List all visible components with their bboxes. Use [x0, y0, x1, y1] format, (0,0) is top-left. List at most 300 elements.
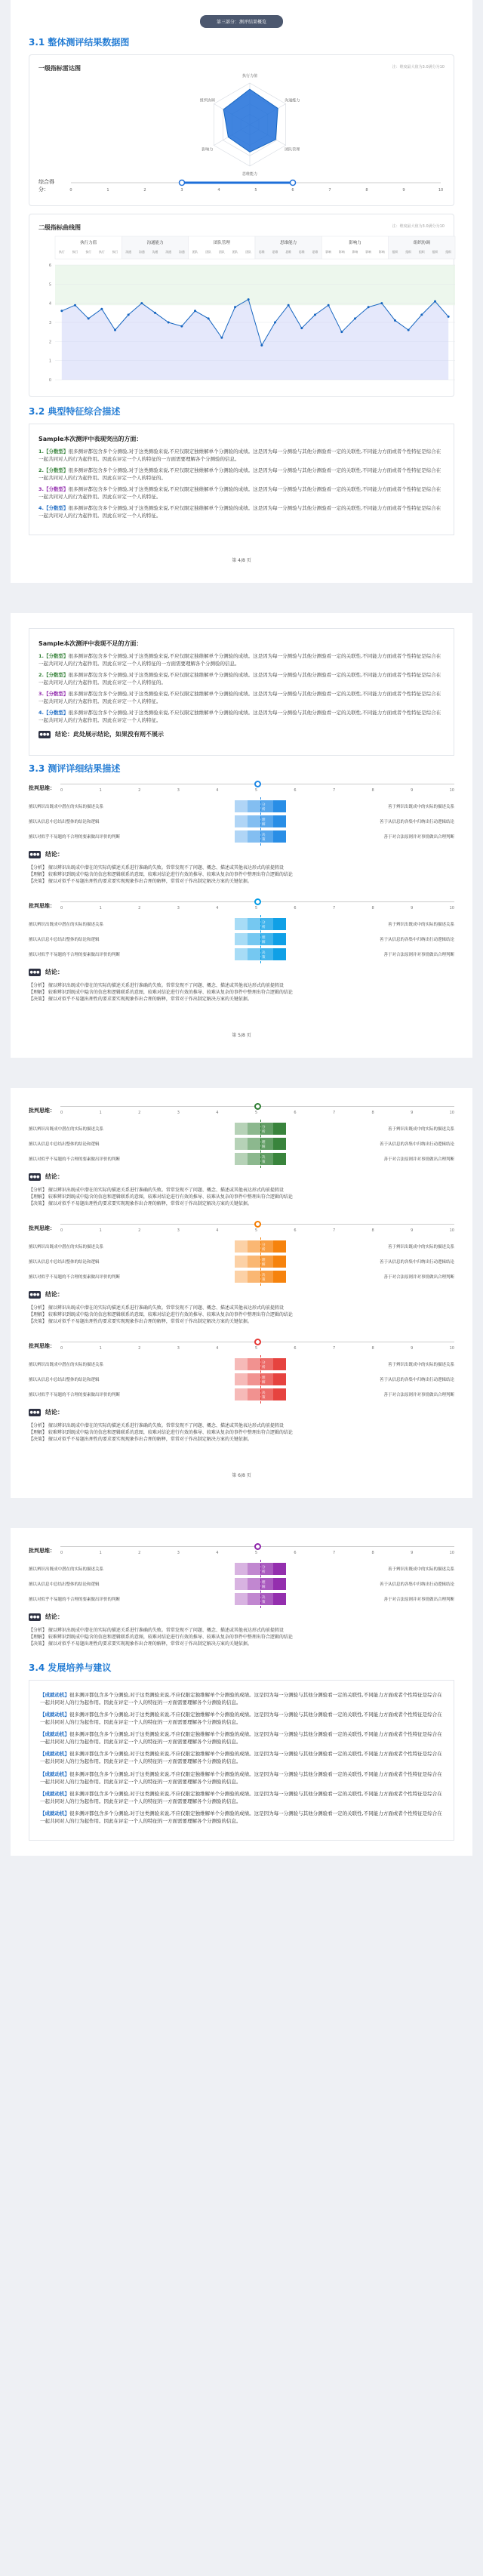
scale-tick: 10 [449, 906, 454, 911]
bipolar-row [29, 799, 454, 814]
score-tick: 7 [328, 188, 331, 193]
bar-segment [273, 1373, 286, 1385]
y-tick: 2 [48, 340, 51, 345]
bipolar-row [29, 1121, 454, 1136]
bar-segment [273, 1563, 286, 1575]
line-point [88, 317, 90, 319]
right-desc: 善于从信息的各集中归纳出行动逻辑结论 [379, 1378, 454, 1382]
line-point [380, 302, 383, 304]
line-point [260, 344, 263, 347]
scale-tick: 9 [411, 1228, 414, 1233]
explain-line: 【分析】 擅以辨识出既成中潜在的实际的描述关系进行准确的失败。常常发现不了问题、概念、描述或其他表达形式的前提假设 [29, 1305, 284, 1311]
explain-line: 【决策】 擅以对似乎不易题出理性的要求要实现现象作出合理的解释，常常对于作出制定解决方案的关键依据。 [29, 879, 252, 884]
bipolar-block [29, 781, 454, 885]
bipolar-row [29, 1372, 454, 1387]
bar-segment [273, 1123, 286, 1135]
left-desc: 擅以辨识出既成中潜在的实际的描述关系 [29, 1127, 104, 1132]
scale-tick: 4 [216, 1346, 219, 1351]
score-tick: 6 [291, 188, 294, 193]
left-desc: 擅以从信息中总结出整体的结论和逻辑 [29, 1260, 100, 1265]
scale-tick: 1 [99, 1346, 102, 1351]
bipolar-rows [29, 1239, 454, 1284]
scale-tick: 6 [294, 1111, 297, 1115]
bar-label: 决策 [262, 834, 266, 842]
feature-item: 1.【分数型】很多测评都包含多个分测验,对于这类测验来说,不应仅限定独维解单个分测验的成绩。这是因为每一分测验与其他分测验看一定的关联性,不同能力方面或者个性特征是综合在一起共同对人的行为起作用。因此在评定一个人的特征的一方面需要理解各个分测验的信息。 [38, 652, 441, 667]
scale-tick: 3 [177, 906, 180, 911]
sub-label: 组织 [445, 250, 451, 254]
line-group-header [255, 236, 321, 259]
scale-tick: 0 [60, 1228, 63, 1233]
comment-icon: ●●● [29, 1410, 40, 1415]
suggestion-item: 【成就动机】很多测评都包含多个分测验,对于这类测验来说,不应仅限定独维解单个分测验的成绩。这是因为每一分测验与其他分测验看一定的关联性,不同能力方面或者个性特征是综合在一起共同对人的行为起作用。因此在评定一个人的特征的一方面需要理解各个分测验的信息。 [40, 1751, 442, 1765]
scale-tick: 3 [177, 1228, 180, 1233]
summary-conclusion: ●●● 结论：此处展示结论，如果没有则不展示 [39, 731, 164, 738]
left-desc: 擅以对似乎不易题的不合理的要素做出评价的判断 [29, 835, 121, 840]
feature-item: 2.【分数型】很多测评都包含多个分测验,对于这类测验来说,不应仅限定独维解单个分测验的成绩。这是因为每一分测验与其他分测验看一定的关联性,不同能力方面或者个性特征是综合在一起共同对人的行为起作用。因此在评定一个人的特征的。 [38, 671, 441, 686]
bipolar-row [29, 814, 454, 829]
left-desc: 擅以对似乎不易题的不合理的要素做出评价的判断 [29, 953, 121, 957]
scale-tick: 2 [138, 1346, 141, 1351]
bipolar-row [29, 1387, 454, 1402]
scale-tick: 9 [411, 1111, 414, 1115]
radar-label: 团队管理 [285, 147, 300, 153]
bar-segment [235, 918, 248, 930]
bar-label: 分析 [262, 1361, 266, 1370]
scale-tick: 5 [254, 906, 257, 911]
conclusion-text [29, 1422, 454, 1443]
explain-line: 【理解】 较难辨识到既成中隐含的信息和逻辑联系的意图，较难对结论进行有效的推导、较难从复杂的事件中整理出符合逻辑的结论 [29, 1430, 293, 1435]
right-desc: 善于从信息的各集中归纳出行动逻辑结论 [379, 1260, 454, 1265]
scale-tick: 4 [216, 1551, 219, 1555]
score-tick: 2 [143, 188, 146, 193]
scale-tick: 0 [60, 1111, 63, 1115]
explain-line: 【决策】 擅以对似乎不易题出理性的要求要实现现象作出合理的解释，常常对于作出制定解决方案的关键依据。 [29, 997, 252, 1002]
bipolar-scale [60, 1103, 454, 1118]
line-title: 二级指标曲线图 [38, 224, 81, 231]
scale-tick: 6 [294, 1228, 297, 1233]
scale-tick: 7 [332, 1228, 336, 1233]
scale-tick: 9 [411, 906, 414, 911]
sub-label: 组织 [392, 250, 398, 254]
bar-segment [235, 1240, 248, 1253]
sub-label: 执行 [85, 250, 91, 254]
bipolar-row [29, 917, 454, 932]
left-desc: 擅以从信息中总结出整体的结论和逻辑 [29, 1142, 100, 1147]
scale-tick: 7 [332, 1551, 336, 1555]
left-desc: 擅以辨识出既成中潜在的实际的描述关系 [29, 1567, 104, 1572]
conclusion-text [29, 982, 454, 1003]
sub-label: 团队 [219, 250, 225, 254]
bar-segment [235, 1593, 248, 1605]
scale-tick: 4 [216, 906, 219, 911]
explain-line: 【理解】 较难辨识到既成中隐含的信息和逻辑联系的意图，较难对结论进行有效的推导、较难从复杂的事件中整理出符合逻辑的结论 [29, 1635, 293, 1640]
scale-tick: 6 [294, 1551, 297, 1555]
scale-tick: 5 [254, 1111, 257, 1115]
bipolar-label: 批判思维： [29, 1343, 55, 1349]
line-point [234, 306, 236, 308]
page-footer: 第 5/8 页 [232, 1033, 251, 1038]
line-point [114, 329, 116, 331]
sub-label: 团队 [205, 250, 211, 254]
suggestion-item: 【成就动机】很多测评都包含多个分测验,对于这类测验来说,不应仅限定独维解单个分测验的成绩。这是因为每一分测验与其他分测验看一定的关联性,不同能力方面或者个性特征是综合在一起共同对人的行为起作用。因此在评定一个人的特征的一方面需要理解各个分测验的信息。 [40, 1790, 442, 1804]
line-group-header [389, 236, 455, 259]
bipolar-block [29, 1339, 454, 1443]
scale-tick: 6 [294, 1346, 297, 1351]
radar-title: 一级指标雷达图 [38, 65, 81, 72]
left-desc: 擅以辨识出既成中潜在的实际的描述关系 [29, 805, 104, 809]
line-point [154, 312, 156, 314]
bipolar-rows [29, 1121, 454, 1166]
feature-item: 4.【分数型】很多测评都包含多个分测验,对于这类测验来说,不应仅限定独维解单个分测验的成绩。这是因为每一分测验与其他分测验看一定的关联性,不同能力方面或者个性特征是综合在一起共同对人的行为起作用。因此在评定一个人的特征。 [38, 709, 441, 723]
line-point [434, 300, 436, 303]
comment-icon: ●●● [29, 969, 40, 975]
line-point [220, 337, 223, 339]
sub-label: 组织 [419, 250, 425, 254]
feature-item: 3.【分数型】很多测评都包含多个分测验,对于这类测验来说,不应仅限定独维解单个分测验的成绩。这是因为每一分测验与其他分测验看一定的关联性,不同能力方面或者个性特征是综合在一起共同对人的行为起作用。因此在评定一个人的特征。 [38, 690, 441, 704]
scale-tick: 10 [449, 1346, 454, 1351]
line-group-label: 思维能力 [280, 241, 297, 245]
right-desc: 善于辨识出既成中的实际的描述关系 [387, 923, 454, 927]
line-point [288, 304, 290, 307]
scale-tick: 1 [99, 1551, 102, 1555]
score-marker [180, 180, 185, 186]
scale-tick: 3 [177, 1551, 180, 1555]
suggestion-item: 【成就动机】很多测评都包含多个分测验,对于这类测验来说,不应仅限定独维解单个分测验的成绩。这是因为每一分测验与其他分测验看一定的关联性,不同能力方面或者个性特征是综合在一起共同对人的行为起作用。因此在评定一个人的特征的一方面需要理解各个分测验的信息。 [40, 1692, 442, 1706]
bipolar-row [29, 1357, 454, 1372]
sub-label: 执行 [59, 250, 65, 254]
scale-tick: 5 [254, 1346, 257, 1351]
left-desc: 擅以从信息中总结出整体的结论和逻辑 [29, 1378, 100, 1382]
line-point [194, 310, 196, 312]
bar-segment [235, 800, 248, 812]
bar-label: 分析 [262, 1566, 266, 1574]
scale-tick: 4 [216, 788, 219, 793]
sub-label: 思维 [272, 250, 278, 254]
scale-tick: 1 [99, 1111, 102, 1115]
sub-label: 思维 [312, 250, 318, 254]
scale-tick: 3 [177, 1346, 180, 1351]
scale-marker [254, 1221, 261, 1228]
bar-label: 分析 [262, 1126, 266, 1134]
bar-segment [235, 815, 248, 827]
line-point [300, 327, 303, 329]
comment-icon: ●●● [29, 1614, 40, 1619]
y-tick: 4 [48, 301, 51, 307]
comment-icon: ●●● [29, 852, 40, 857]
scale-tick: 5 [254, 1551, 257, 1555]
sub-label: 思维 [259, 250, 265, 254]
bar-segment [235, 1123, 248, 1135]
bar-segment [235, 1256, 248, 1268]
bar-label: 理解 [262, 1376, 266, 1385]
explain-line: 【决策】 擅以对似乎不易题出理性的要求要实现现象作出合理的解释，常常对于作出制定解决方案的关键依据。 [29, 1319, 252, 1324]
radar-label: 思维能力 [242, 172, 258, 177]
bipolar-row [29, 1269, 454, 1284]
comment-icon: ●●● [39, 732, 50, 737]
feature-item: 3.【分数型】很多测评都包含多个分测验,对于这类测验来说,不应仅限定独维解单个分测验的成绩。这是因为每一分测验与其他分测验看一定的关联性,不同能力方面或者个性特征是综合在一起共同对人的行为起作用。因此在评定一个人的特征。 [38, 486, 441, 501]
strong-box [29, 424, 454, 535]
sub-label: 团队 [192, 250, 198, 254]
right-desc: 善于辨识出既成中的实际的描述关系 [387, 1363, 454, 1367]
explain-line: 【决策】 擅以对似乎不易题出理性的要求要实现现象作出合理的解释，常常对于作出制定解决方案的关键依据。 [29, 1201, 252, 1206]
bar-segment [235, 830, 248, 843]
line-point [314, 313, 316, 316]
score-tick: 4 [217, 188, 220, 193]
scale-tick: 4 [216, 1228, 219, 1233]
score-tick: 3 [180, 188, 183, 193]
scale-tick: 10 [449, 788, 454, 793]
scale-tick: 8 [371, 1111, 374, 1115]
scale-marker [254, 1543, 261, 1550]
section-3-1-title: 3.1 整体测评结果数据图 [29, 37, 130, 48]
score-tick: 8 [365, 188, 368, 193]
right-desc: 善于从信息的各集中归纳出行动逻辑结论 [379, 938, 454, 942]
scale-tick: 3 [177, 1111, 180, 1115]
section-3-4-title: 3.4 发展培养与建议 [29, 1662, 112, 1673]
scale-tick: 6 [294, 906, 297, 911]
bipolar-rows [29, 917, 454, 962]
suggestion-item: 【成就动机】很多测评都包含多个分测验,对于这类测验来说,不应仅限定独维解单个分测验的成绩。这是因为每一分测验与其他分测验看一定的关联性,不同能力方面或者个性特征是综合在一起共同对人的行为起作用。因此在评定一个人的特征的一方面需要理解各个分测验的信息。 [40, 1731, 442, 1746]
bar-segment [273, 1578, 286, 1590]
conclusion-text [29, 1305, 454, 1325]
sub-label: 执行 [112, 250, 118, 254]
explain-line: 【决策】 擅以对似乎不易题出理性的要求要实现现象作出合理的解释，常常对于作出制定解决方案的关键依据。 [29, 1437, 252, 1442]
bar-label: 决策 [262, 1274, 266, 1282]
comment-icon: ●●● [29, 1292, 40, 1297]
bipolar-block [29, 1103, 454, 1207]
bar-segment [273, 815, 286, 827]
conclusion-text [29, 1627, 454, 1647]
bipolar-row [29, 932, 454, 947]
scale-marker [254, 1103, 261, 1110]
score-marker [291, 180, 296, 186]
bar-segment [235, 1271, 248, 1283]
sub-label: 执行 [99, 250, 105, 254]
scale-tick: 2 [138, 906, 141, 911]
sub-label: 思维 [299, 250, 305, 254]
scale-tick: 10 [449, 1111, 454, 1115]
page-footer: 第 4/8 页 [232, 557, 251, 563]
weak-title: Sample本次测评中表现不足的方面： [38, 639, 143, 647]
bar-segment [273, 830, 286, 843]
bar-label: 分析 [262, 1243, 266, 1252]
scale-tick: 9 [411, 1346, 414, 1351]
sub-label: 沟通 [165, 250, 171, 254]
sub-label: 影响 [352, 250, 358, 254]
left-desc: 擅以从信息中总结出整体的结论和逻辑 [29, 820, 100, 824]
right-desc: 善于对合法原则并对事情做出合理判断 [383, 1275, 454, 1280]
conclusion-heading: ●●● 结论： [29, 851, 63, 858]
line-point [328, 304, 330, 307]
radar-chart [38, 74, 461, 177]
y-tick: 0 [48, 378, 51, 383]
line-point [208, 317, 210, 319]
bar-segment [235, 1388, 248, 1400]
scale-tick: 8 [371, 788, 374, 793]
line-point [100, 308, 103, 310]
section-3-2-title: 3.2 典型特征综合描述 [29, 406, 121, 417]
sub-label: 影响 [325, 250, 331, 254]
line-point [140, 302, 143, 304]
scale-tick: 2 [138, 1111, 141, 1115]
y-tick: 5 [48, 282, 51, 288]
conclusion-text [29, 864, 454, 885]
radar-note: 注：维度最大值为3.0满分为10 [392, 65, 445, 69]
bipolar-rows [29, 1357, 454, 1402]
bar-segment [273, 1256, 286, 1268]
left-desc: 擅以从信息中总结出整体的结论和逻辑 [29, 938, 100, 942]
line-point [420, 313, 423, 316]
sub-label: 执行 [72, 250, 78, 254]
line-group-header [189, 236, 255, 259]
line-group-label: 组织协调 [413, 241, 430, 245]
scale-marker [254, 898, 261, 905]
scale-tick: 3 [177, 788, 180, 793]
bar-label: 决策 [262, 951, 266, 960]
line-point [368, 306, 370, 308]
bipolar-block [29, 1221, 454, 1325]
right-desc: 善于辨识出既成中的实际的描述关系 [387, 805, 454, 809]
y-tick: 3 [48, 321, 51, 325]
score-track [67, 179, 445, 193]
suggestion-item: 【成就动机】很多测评都包含多个分测验,对于这类测验来说,不应仅限定独维解单个分测验的成绩。这是因为每一分测验与其他分测验看一定的关联性,不同能力方面或者个性特征是综合在一起共同对人的行为起作用。因此在评定一个人的特征的一方面需要理解各个分测验的信息。 [40, 1770, 442, 1785]
bipolar-block [29, 1543, 454, 1647]
right-desc: 善于对合法原则并对事情做出合理判断 [383, 1598, 454, 1602]
bipolar-row [29, 1592, 454, 1607]
bar-segment [235, 1153, 248, 1165]
sub-label: 团队 [245, 250, 251, 254]
bar-label: 理解 [262, 936, 266, 944]
comment-icon: ●●● [29, 1174, 40, 1179]
scale-tick: 2 [138, 1551, 141, 1555]
bipolar-label: 批判思维： [29, 1548, 55, 1554]
score-tick: 0 [69, 188, 72, 193]
radar-card [29, 54, 454, 206]
bar-label: 分析 [262, 803, 266, 812]
sub-label: 沟通 [179, 250, 185, 254]
bar-label: 理解 [262, 818, 266, 827]
scale-tick: 8 [371, 906, 374, 911]
bipolar-scale [60, 1543, 454, 1558]
bipolar-label: 批判思维： [29, 1108, 55, 1114]
bipolar-block [29, 898, 454, 1003]
part-badge: 第三部分：测评结果概览 [200, 15, 283, 28]
left-desc: 擅以辨识出既成中潜在的实际的描述关系 [29, 1245, 104, 1249]
line-note: 注：维度最大值为3.0满分为10 [392, 224, 445, 229]
explain-line: 【分析】 擅以辨识出既成中潜在的实际的描述关系进行准确的失败。常常发现不了问题、概念、描述或其他表达形式的前提假设 [29, 865, 284, 870]
explain-line: 【理解】 较难辨识到既成中隐含的信息和逻辑联系的意图，较难对结论进行有效的推导、较难从复杂的事件中整理出符合逻辑的结论 [29, 990, 293, 995]
explain-line: 【分析】 擅以辨识出既成中潜在的实际的描述关系进行准确的失败。常常发现不了问题、概念、描述或其他表达形式的前提假设 [29, 983, 284, 988]
bipolar-row [29, 947, 454, 962]
line-point [168, 322, 170, 324]
right-desc: 善于对合法原则并对事情做出合理判断 [383, 835, 454, 840]
bar-label: 理解 [262, 1581, 266, 1589]
scale-tick: 0 [60, 788, 63, 793]
bar-segment [273, 1153, 286, 1165]
feature-item: 4.【分数型】很多测评都包含多个分测验,对于这类测验来说,不应仅限定独维解单个分测验的成绩。这是因为每一分测验与其他分测验看一定的关联性,不同能力方面或者个性特征是综合在一起共同对人的行为起作用。因此在评定一个人的特征。 [38, 505, 441, 519]
bar-label: 理解 [262, 1141, 266, 1149]
strong-title: Sample本次测评中表现突出的方面： [38, 436, 143, 442]
bar-label: 决策 [262, 1156, 266, 1164]
y-tick: 6 [48, 263, 51, 268]
right-desc: 善于对合法原则并对事情做出合理判断 [383, 953, 454, 957]
scale-tick: 9 [411, 1551, 414, 1555]
scale-tick: 5 [254, 788, 257, 793]
explain-line: 【决策】 擅以对似乎不易题出理性的要求要实现现象作出合理的解释，常常对于作出制定解决方案的关键依据。 [29, 1641, 252, 1647]
sub-label: 影响 [379, 250, 385, 254]
bar-segment [235, 1358, 248, 1370]
bipolar-label: 批判思维： [29, 1225, 55, 1231]
left-desc: 擅以对似乎不易题的不合理的要素做出评价的判断 [29, 1393, 121, 1397]
score-label: 综合得分： [38, 179, 54, 193]
scale-tick: 4 [216, 1111, 219, 1115]
conclusion-heading: ●●● 结论： [29, 1613, 63, 1620]
radar-series [223, 89, 278, 152]
line-point [128, 313, 130, 316]
right-desc: 善于辨识出既成中的实际的描述关系 [387, 1245, 454, 1249]
scale-tick: 6 [294, 788, 297, 793]
left-desc: 擅以辨识出既成中潜在的实际的描述关系 [29, 1363, 104, 1367]
line-point [394, 319, 396, 322]
scale-tick: 2 [138, 788, 141, 793]
bipolar-scale [60, 1221, 454, 1236]
report-page-4 [11, 0, 472, 583]
right-desc: 善于对合法原则并对事情做出合理判断 [383, 1157, 454, 1162]
suggestion-item: 【成就动机】很多测评都包含多个分测验,对于这类测验来说,不应仅限定独维解单个分测验的成绩。这是因为每一分测验与其他分测验看一定的关联性,不同能力方面或者个性特征是综合在一起共同对人的行为起作用。因此在评定一个人的特征的一方面需要理解各个分测验的信息。 [40, 1810, 442, 1824]
bar-segment [273, 1138, 286, 1150]
left-desc: 擅以辨识出既成中潜在的实际的描述关系 [29, 923, 104, 927]
feature-item: 2.【分数型】很多测评都包含多个分测验,对于这类测验来说,不应仅限定独维解单个分测验的成绩。这是因为每一分测验与其他分测验看一定的关联性,不同能力方面或者个性特征是综合在一起共同对人的行为起作用。因此在评定一个人的特征的。 [38, 467, 441, 482]
bar-segment [235, 933, 248, 945]
left-desc: 擅以从信息中总结出整体的结论和逻辑 [29, 1582, 100, 1587]
line-point [60, 310, 63, 312]
line-group-label: 团队管理 [213, 241, 230, 245]
scale-tick: 5 [254, 1228, 257, 1233]
line-group-label: 影响力 [349, 241, 361, 245]
scale-tick: 7 [332, 788, 336, 793]
bar-segment [273, 1240, 286, 1253]
sub-label: 沟通 [139, 250, 145, 254]
radar-label: 执行力值 [242, 74, 258, 79]
scale-tick: 0 [60, 906, 63, 911]
line-card [29, 214, 454, 397]
line-group-label: 沟通能力 [146, 241, 164, 245]
sub-label: 团队 [232, 250, 238, 254]
radar-label: 组织协调 [199, 98, 215, 103]
weak-box [29, 628, 454, 756]
right-desc: 善于从信息的各集中归纳出行动逻辑结论 [379, 820, 454, 824]
scale-tick: 8 [371, 1346, 374, 1351]
bipolar-row [29, 1254, 454, 1269]
bar-label: 决策 [262, 1391, 266, 1400]
scale-tick: 2 [138, 1228, 141, 1233]
bipolar-row [29, 1136, 454, 1151]
bar-segment [235, 1578, 248, 1590]
scale-tick: 8 [371, 1551, 374, 1555]
line-point [340, 331, 343, 333]
explain-line: 【分析】 擅以辨识出既成中潜在的实际的描述关系进行准确的失败。常常发现不了问题、概念、描述或其他表达形式的前提假设 [29, 1423, 284, 1428]
bipolar-row [29, 1576, 454, 1592]
bar-label: 分析 [262, 921, 266, 929]
bar-segment [235, 948, 248, 960]
bipolar-rows [29, 799, 454, 844]
scale-tick: 1 [99, 788, 102, 793]
line-group-header [122, 236, 188, 259]
explain-line: 【理解】 较难辨识到既成中隐含的信息和逻辑联系的意图，较难对结论进行有效的推导、较难从复杂的事件中整理出符合逻辑的结论 [29, 1194, 293, 1200]
scale-tick: 7 [332, 906, 336, 911]
line-group-header [55, 236, 122, 259]
sub-label: 沟通 [152, 250, 158, 254]
